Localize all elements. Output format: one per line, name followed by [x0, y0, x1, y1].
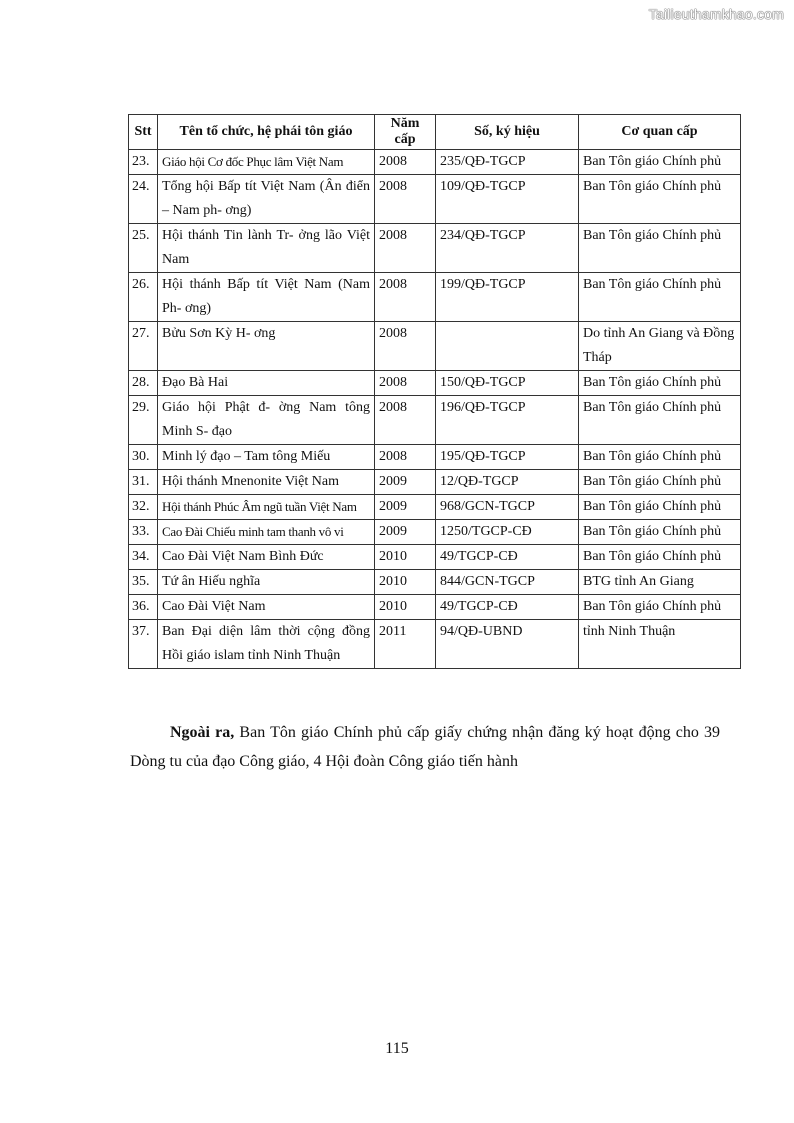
row-stt: 33. — [129, 520, 158, 545]
header-stt: Stt — [129, 115, 158, 150]
row-agency: Ban Tôn giáo Chính phủ — [579, 175, 741, 224]
row-agency: Ban Tôn giáo Chính phủ — [579, 445, 741, 470]
row-year: 2009 — [375, 520, 436, 545]
row-number: 196/QĐ-TGCP — [436, 396, 579, 445]
row-agency: Ban Tôn giáo Chính phủ — [579, 595, 741, 620]
table-row — [129, 470, 741, 495]
row-stt: 29. — [129, 396, 158, 445]
row-year: 2009 — [375, 495, 436, 520]
row-name: Cao Đài Việt Nam Bình Đức — [158, 545, 375, 570]
row-year: 2008 — [375, 175, 436, 224]
row-year: 2008 — [375, 396, 436, 445]
row-agency: Ban Tôn giáo Chính phủ — [579, 273, 741, 322]
header-year-line2: cấp — [394, 132, 416, 147]
row-number: 844/GCN-TGCP — [436, 570, 579, 595]
header-name: Tên tổ chức, hệ phái tôn giáo — [158, 115, 375, 150]
row-year: 2011 — [375, 620, 436, 669]
row-name: Tứ ân Hiếu nghĩa — [158, 570, 375, 595]
row-year: 2010 — [375, 570, 436, 595]
registration-table — [128, 114, 741, 669]
row-number: 150/QĐ-TGCP — [436, 371, 579, 396]
row-year: 2008 — [375, 273, 436, 322]
table-row — [129, 273, 741, 322]
table-row — [129, 396, 741, 445]
row-year: 2008 — [375, 322, 436, 371]
row-agency: Ban Tôn giáo Chính phủ — [579, 495, 741, 520]
table-row — [129, 545, 741, 570]
row-stt: 28. — [129, 371, 158, 396]
row-name: Ban Đại diện lâm thời cộng đồng Hồi giáo islam tỉnh Ninh Thuận — [158, 620, 375, 669]
row-name: Cao Đài Chiếu minh tam thanh vô vi — [158, 520, 375, 545]
row-name: Giáo hội Phật đ- ờng Nam tông Minh S- đạo — [158, 396, 375, 445]
row-agency: Ban Tôn giáo Chính phủ — [579, 150, 741, 175]
row-stt: 36. — [129, 595, 158, 620]
row-name: Minh lý đạo – Tam tông Miếu — [158, 445, 375, 470]
row-name: Tổng hội Bấp tít Việt Nam (Ân điển – Nam ph- ơng) — [158, 175, 375, 224]
table-row — [129, 150, 741, 175]
row-year: 2010 — [375, 545, 436, 570]
table-row — [129, 620, 741, 669]
row-year: 2008 — [375, 224, 436, 273]
row-agency: Do tỉnh An Giang và Đồng Tháp — [579, 322, 741, 371]
row-name: Đạo Bà Hai — [158, 371, 375, 396]
row-stt: 35. — [129, 570, 158, 595]
row-stt: 24. — [129, 175, 158, 224]
row-stt: 25. — [129, 224, 158, 273]
row-name: Bửu Sơn Kỳ H- ơng — [158, 322, 375, 371]
row-year: 2008 — [375, 371, 436, 396]
row-stt: 27. — [129, 322, 158, 371]
row-stt: 31. — [129, 470, 158, 495]
table-row — [129, 520, 741, 545]
paragraph-lead: Ngoài ra, — [170, 724, 235, 741]
header-year-line1: Năm — [390, 116, 420, 131]
row-agency: BTG tỉnh An Giang — [579, 570, 741, 595]
row-number — [436, 322, 579, 371]
table-row — [129, 570, 741, 595]
table-header-row — [129, 115, 741, 150]
row-agency: Ban Tôn giáo Chính phủ — [579, 545, 741, 570]
row-number: 968/GCN-TGCP — [436, 495, 579, 520]
row-stt: 23. — [129, 150, 158, 175]
row-number: 49/TGCP-CĐ — [436, 595, 579, 620]
body-paragraph — [130, 718, 720, 776]
table-row — [129, 445, 741, 470]
row-name: Hội thánh Phúc Âm ngũ tuần Việt Nam — [158, 495, 375, 520]
row-number: 49/TGCP-CĐ — [436, 545, 579, 570]
header-year — [375, 115, 436, 150]
row-name: Hội thánh Mnenonite Việt Nam — [158, 470, 375, 495]
row-name: Giáo hội Cơ đốc Phục lâm Việt Nam — [158, 150, 375, 175]
header-number: Số, ký hiệu — [436, 115, 579, 150]
row-number: 199/QĐ-TGCP — [436, 273, 579, 322]
table-row — [129, 322, 741, 371]
page-number: 115 — [385, 1040, 409, 1057]
row-agency: tỉnh Ninh Thuận — [579, 620, 741, 669]
row-stt: 32. — [129, 495, 158, 520]
row-agency: Ban Tôn giáo Chính phủ — [579, 224, 741, 273]
row-number: 1250/TGCP-CĐ — [436, 520, 579, 545]
row-agency: Ban Tôn giáo Chính phủ — [579, 520, 741, 545]
row-agency: Ban Tôn giáo Chính phủ — [579, 371, 741, 396]
row-number: 12/QĐ-TGCP — [436, 470, 579, 495]
row-year: 2010 — [375, 595, 436, 620]
row-name: Hội thánh Bấp tít Việt Nam (Nam Ph- ơng) — [158, 273, 375, 322]
watermark: Tailieuthamkhao.com — [648, 6, 784, 22]
row-agency: Ban Tôn giáo Chính phủ — [579, 470, 741, 495]
row-number: 109/QĐ-TGCP — [436, 175, 579, 224]
row-name: Hội thánh Tin lành Tr- ởng lão Việt Nam — [158, 224, 375, 273]
row-stt: 34. — [129, 545, 158, 570]
row-stt: 37. — [129, 620, 158, 669]
row-year: 2009 — [375, 470, 436, 495]
row-name: Cao Đài Việt Nam — [158, 595, 375, 620]
row-year: 2008 — [375, 445, 436, 470]
row-stt: 26. — [129, 273, 158, 322]
row-number: 234/QĐ-TGCP — [436, 224, 579, 273]
row-number: 195/QĐ-TGCP — [436, 445, 579, 470]
table-row — [129, 224, 741, 273]
row-number: 94/QĐ-UBND — [436, 620, 579, 669]
table-row — [129, 371, 741, 396]
table-row — [129, 595, 741, 620]
row-number: 235/QĐ-TGCP — [436, 150, 579, 175]
row-stt: 30. — [129, 445, 158, 470]
row-agency: Ban Tôn giáo Chính phủ — [579, 396, 741, 445]
header-agency: Cơ quan cấp — [579, 115, 741, 150]
row-year: 2008 — [375, 150, 436, 175]
table-row — [129, 175, 741, 224]
paragraph-text: Ban Tôn giáo Chính phủ cấp giấy chứng nhận đăng ký hoạt động cho 39 Dòng tu của đạo Công giáo, 4 Hội đoàn Công giáo tiến hành — [130, 724, 720, 770]
table-row — [129, 495, 741, 520]
